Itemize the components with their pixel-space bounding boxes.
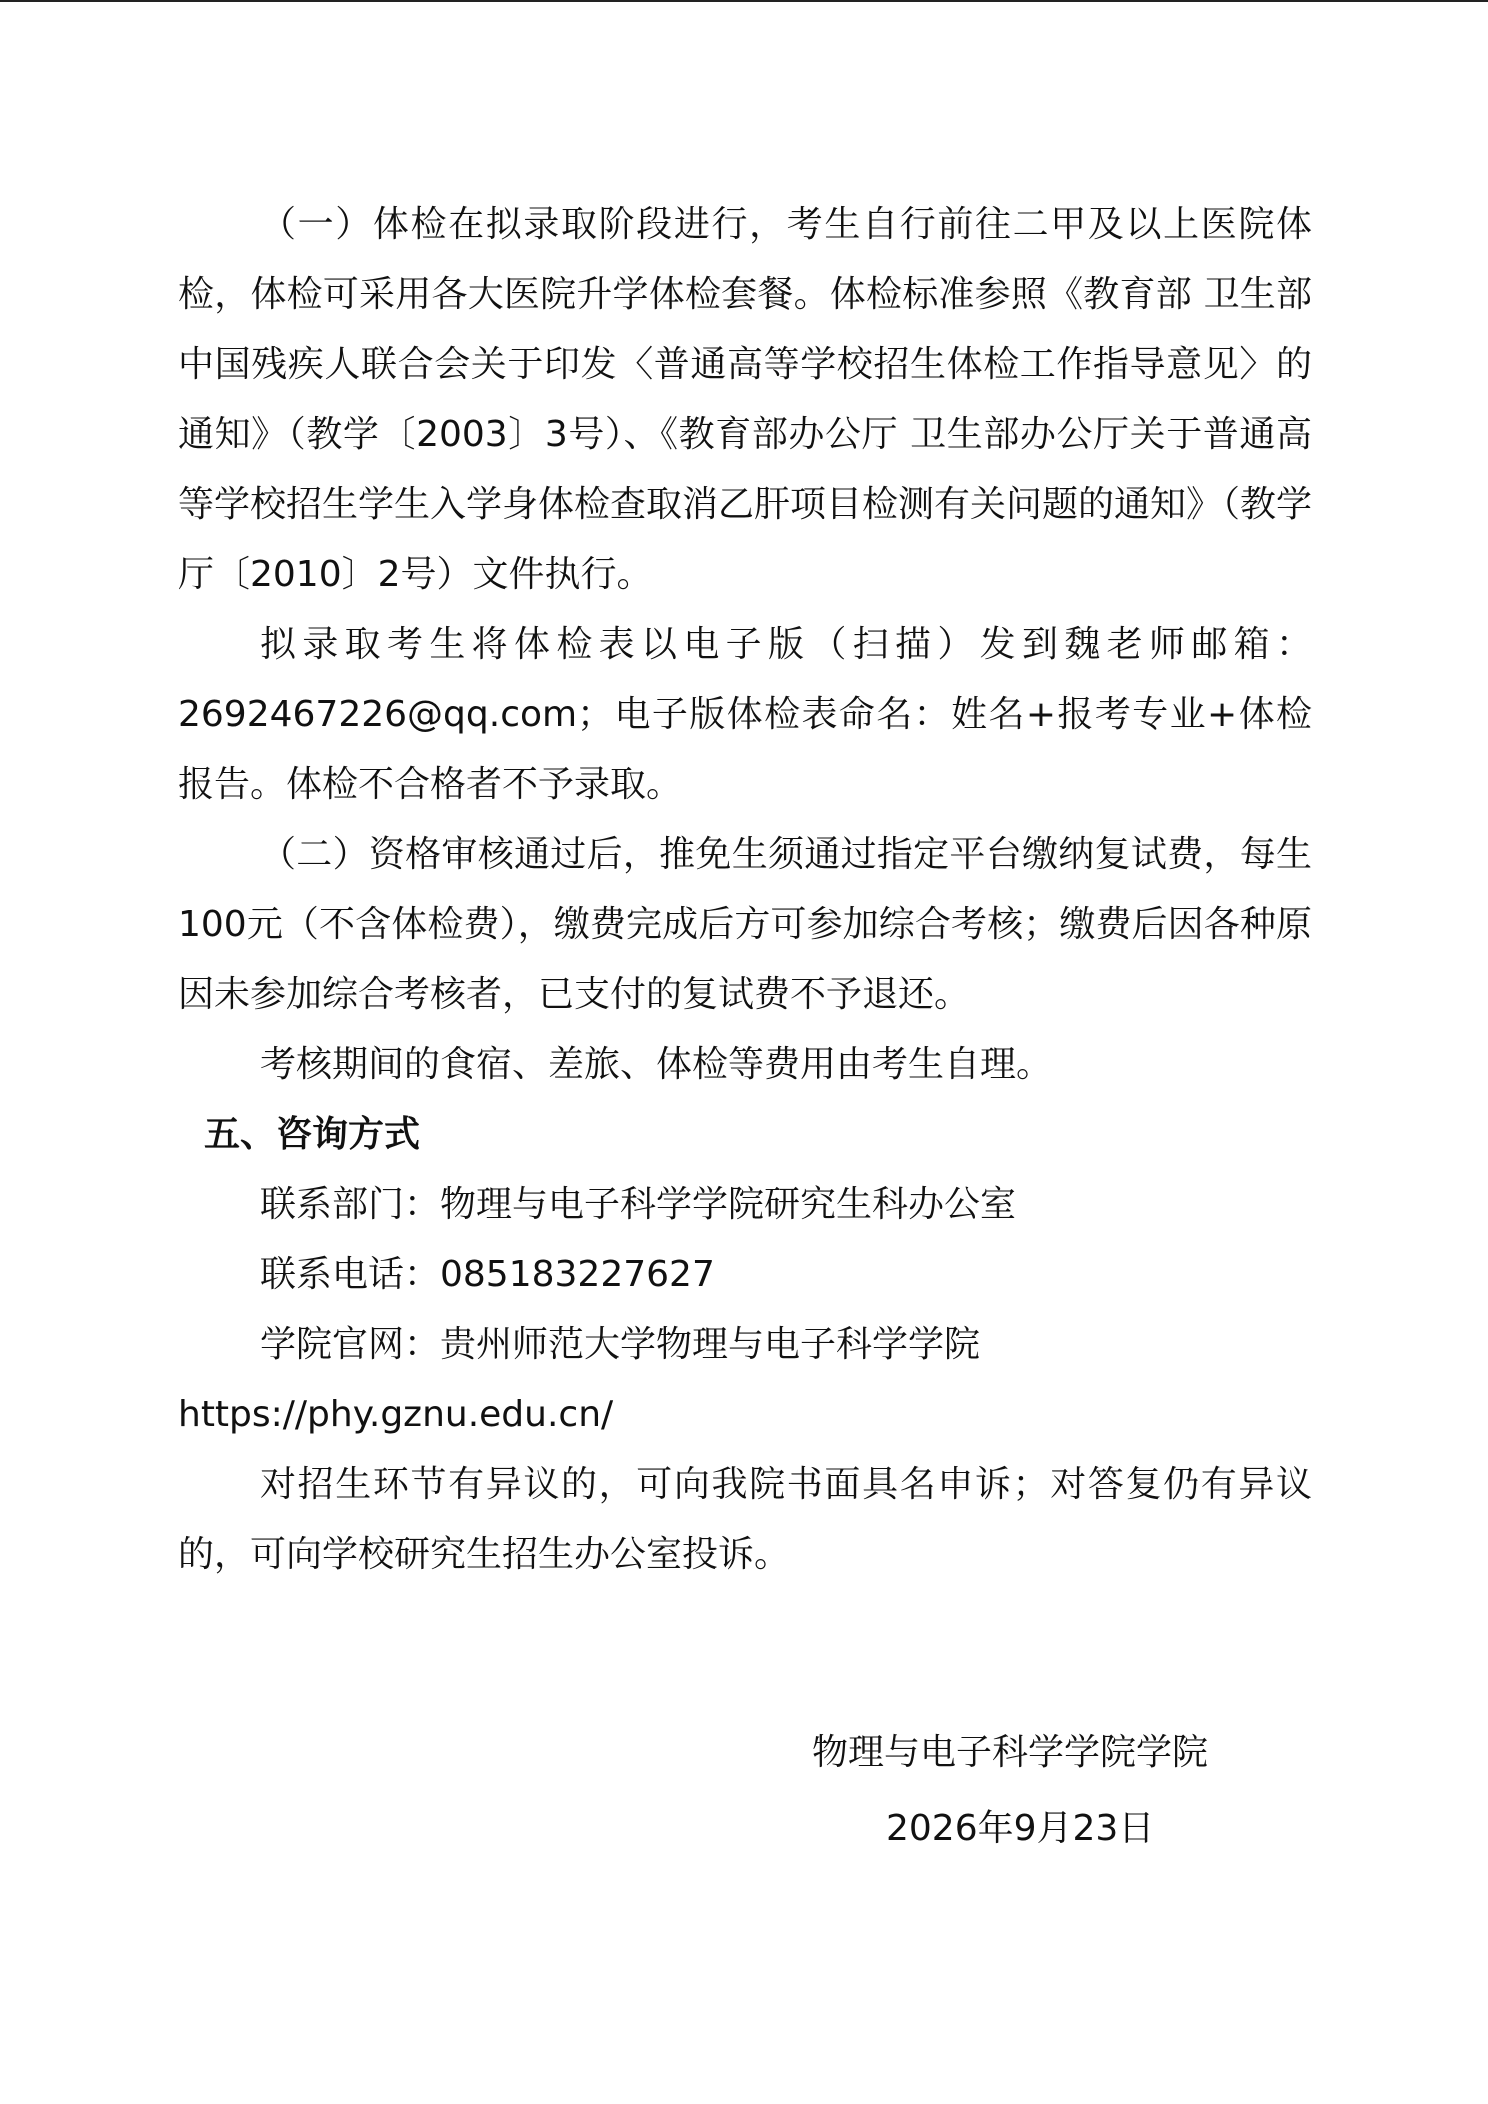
document-body (178, 190, 1312, 1590)
paragraph-physical-exam: （一）体检在拟录取阶段进行，考生自行前往二甲及以上医院体检，体检可采用各大医院升学体检套餐。体检标准参照《教育部 卫生部 中国残疾人联合会关于印发〈普通高等学校招生体检工作指导意见〉的通知》（教学〔2003〕3号）、《教育部办公厅 卫生部办公厅关于普通高等学校招生学生入学身体检查取消乙肝项目检测有关问题的通知》（教学厅〔2010〕2号）文件执行。 (178, 204, 1313, 595)
section-heading-contact: 五、咨询方式 (204, 1114, 421, 1155)
paragraph-exam-report-email: 拟录取考生将体检表以电子版（扫描）发到魏老师邮箱：2692467226@qq.com；电子版体检表命名：姓名+报考专业+体检报告。体检不合格者不予录取。 (178, 624, 1312, 805)
paragraph-appeal: 对招生环节有异议的，可向我院书面具名申诉；对答复仍有异议的，可向学校研究生招生办公室投诉。 (178, 1464, 1312, 1575)
website-url: https://phy.gznu.edu.cn/ (178, 1394, 614, 1435)
contact-phone: 联系电话：085183227627 (260, 1254, 715, 1295)
paragraph-expenses: 考核期间的食宿、差旅、体检等费用由考生自理。 (260, 1044, 1053, 1085)
website-label: 学院官网：贵州师范大学物理与电子科学学院 (260, 1324, 981, 1365)
signature-date: 2026年9月23日 (886, 1808, 1155, 1849)
page-top-border (0, 0, 1488, 2)
paragraph-fee: （二）资格审核通过后，推免生须通过指定平台缴纳复试费，每生100元（不含体检费），缴费完成后方可参加综合考核；缴费后因各种原因未参加综合考核者，已支付的复试费不予退还。 (178, 834, 1312, 1015)
contact-department: 联系部门：物理与电子科学学院研究生科办公室 (260, 1184, 1017, 1225)
signature-organization: 物理与电子科学学院学院 (812, 1732, 1209, 1773)
